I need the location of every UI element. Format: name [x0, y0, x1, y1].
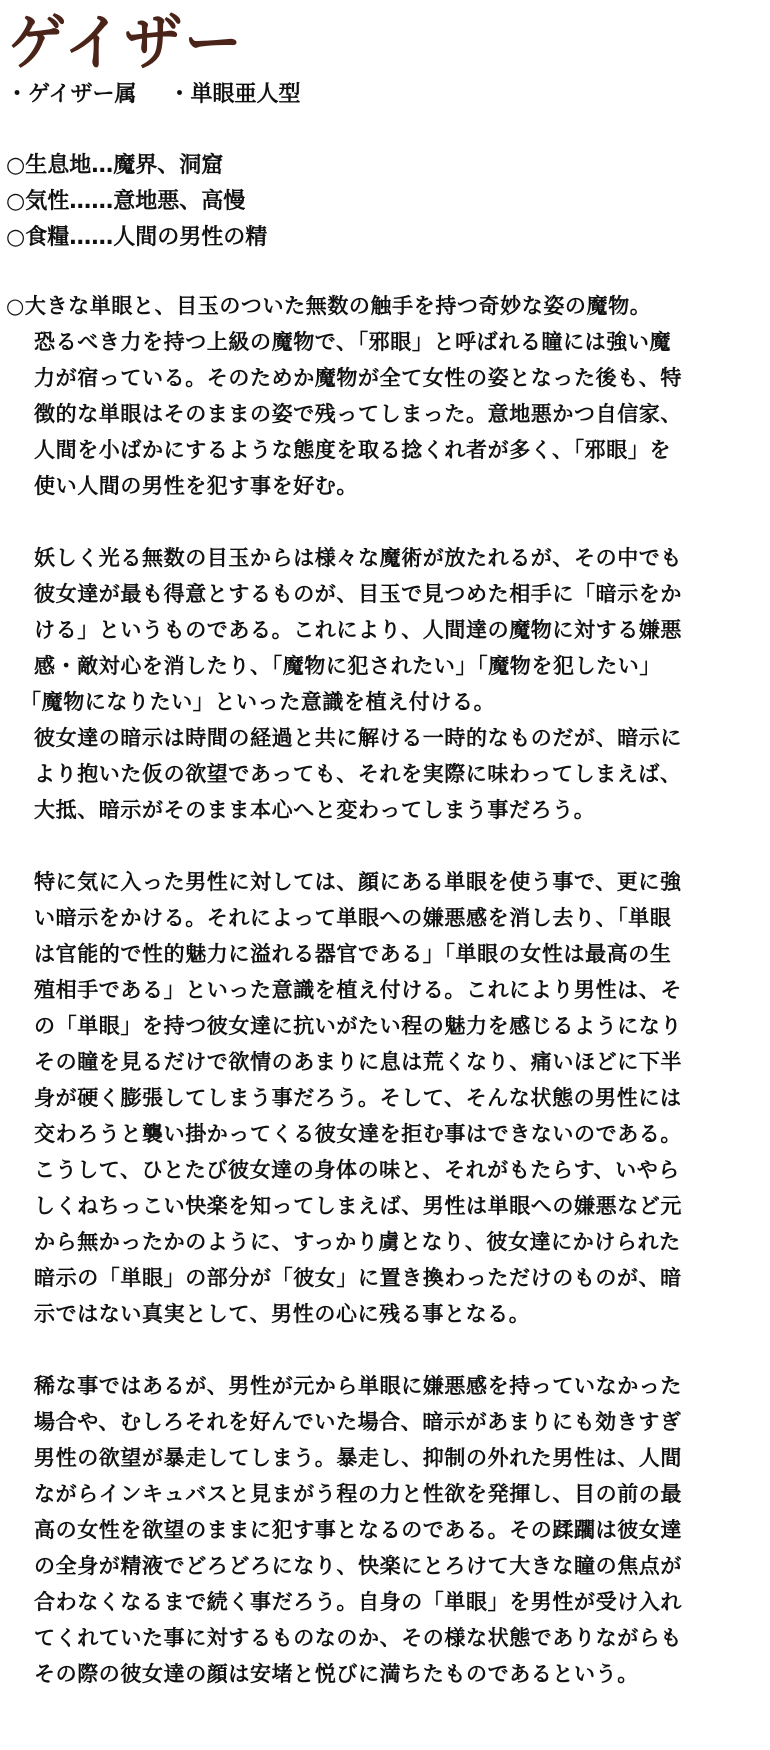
stat-temperament: ○気性……意地悪、高慢 — [6, 189, 246, 214]
page-title: ゲイザー — [8, 7, 244, 79]
paragraph-gap — [6, 1332, 766, 1368]
description-line: 殖相手である」といった意識を植え付ける。これにより男性は、そ — [34, 978, 682, 1002]
description-line: 特に気に入った男性に対しては、顔にある単眼を使う事で、更に強 — [34, 870, 682, 894]
stat-habitat: ○生息地…魔界、洞窟 — [6, 153, 224, 178]
paragraph-gap — [6, 504, 766, 540]
description-line: の「単眼」を持つ彼女達に抗いがたい程の魅力を感じるようになり — [34, 1014, 682, 1038]
paragraph-gap — [6, 828, 766, 864]
description-line: 高の女性を欲望のままに犯す事となるのである。その蹂躙は彼女達 — [34, 1518, 682, 1542]
description-line: から無かったかのように、すっかり虜となり、彼女達にかけられた — [34, 1230, 681, 1254]
description-line: より抱いた仮の欲望であっても、それを実際に味わってしまえば、 — [34, 762, 682, 786]
description-line: ○大きな単眼と、目玉のついた無数の触手を持つ奇妙な姿の魔物。 — [6, 294, 652, 318]
description-line: 力が宿っている。そのためか魔物が全て女性の姿となった後も、特 — [34, 366, 682, 390]
description-line: 稀な事ではあるが、男性が元から単眼に嫌悪感を持っていなかった — [34, 1374, 682, 1398]
description-line: 恐るべき力を持つ上級の魔物で、「邪眼」と呼ばれる瞳には強い魔 — [34, 330, 672, 354]
description-body — [6, 288, 766, 1692]
description-line: こうして、ひとたび彼女達の身体の味と、それがもたらす、いやら — [34, 1158, 680, 1182]
description-line: 示ではない真実として、男性の心に残る事となる。 — [34, 1302, 531, 1326]
description-line: 合わなくなるまで続く事だろう。自身の「単眼」を男性が受け入れ — [34, 1590, 682, 1614]
stat-food: ○食糧……人間の男性の精 — [6, 225, 268, 250]
description-line: 人間を小ばかにするような態度を取る捻くれ者が多く、「邪眼」を — [34, 438, 672, 462]
type-tag: ・単眼亜人型 — [168, 82, 301, 107]
description-line: 「魔物になりたい」といった意識を植え付ける。 — [20, 690, 496, 714]
description-line: てくれていた事に対するものなのか、その様な状態でありながらも — [34, 1626, 682, 1650]
description-line: しくねちっこい快楽を知ってしまえば、男性は単眼への嫌悪など元 — [34, 1194, 682, 1218]
description-line: 交わろうと襲い掛かってくる彼女達を拒む事はできないのである。 — [34, 1122, 682, 1146]
description-line: の全身が精液でどろどろになり、快楽にとろけて大きな瞳の焦点が — [34, 1554, 682, 1578]
description-line: 身が硬く膨張してしまう事だろう。そして、そんな状態の男性には — [34, 1086, 682, 1110]
description-line: は官能的で性的魅力に溢れる器官である」「単眼の女性は最高の生 — [34, 942, 672, 966]
description-line: 徴的な単眼はそのままの姿で残ってしまった。意地悪かつ自信家、 — [34, 402, 682, 426]
description-line: 男性の欲望が暴走してしまう。暴走し、抑制の外れた男性は、人間 — [34, 1446, 682, 1470]
description-line: 感・敵対心を消したり、「魔物に犯されたい」「魔物を犯したい」 — [34, 654, 661, 678]
description-line: 妖しく光る無数の目玉からは様々な魔術が放たれるが、その中でも — [34, 546, 682, 570]
description-line: 彼女達が最も得意とするものが、目玉で見つめた相手に「暗示をか — [34, 582, 682, 606]
description-line: ながらインキュバスと見まがう程の力と性欲を発揮し、目の前の最 — [34, 1482, 682, 1506]
description-line: 大抵、暗示がそのまま本心へと変わってしまう事だろう。 — [34, 798, 596, 822]
description-line: 暗示の「単眼」の部分が「彼女」に置き換わっただけのものが、暗 — [34, 1266, 682, 1290]
description-line: 場合や、むしろそれを好んでいた場合、暗示があまりにも効きすぎ — [34, 1410, 682, 1434]
description-line: ける」というものである。これにより、人間達の魔物に対する嫌悪 — [34, 618, 682, 642]
description-line: その際の彼女達の顔は安堵と悦びに満ちたものであるという。 — [34, 1662, 639, 1686]
stats-list — [6, 148, 267, 256]
description-line: その瞳を見るだけで欲情のあまりに息は荒くなり、痛いほどに下半 — [34, 1050, 682, 1074]
classification-tags — [6, 80, 300, 110]
family-tag: ・ゲイザー属 — [6, 82, 137, 107]
description-line: 彼女達の暗示は時間の経過と共に解ける一時的なものだが、暗示に — [34, 726, 682, 750]
description-line: 使い人間の男性を犯す事を好む。 — [34, 474, 358, 498]
description-line: い暗示をかける。それによって単眼への嫌悪感を消し去り、「単眼 — [34, 906, 672, 930]
